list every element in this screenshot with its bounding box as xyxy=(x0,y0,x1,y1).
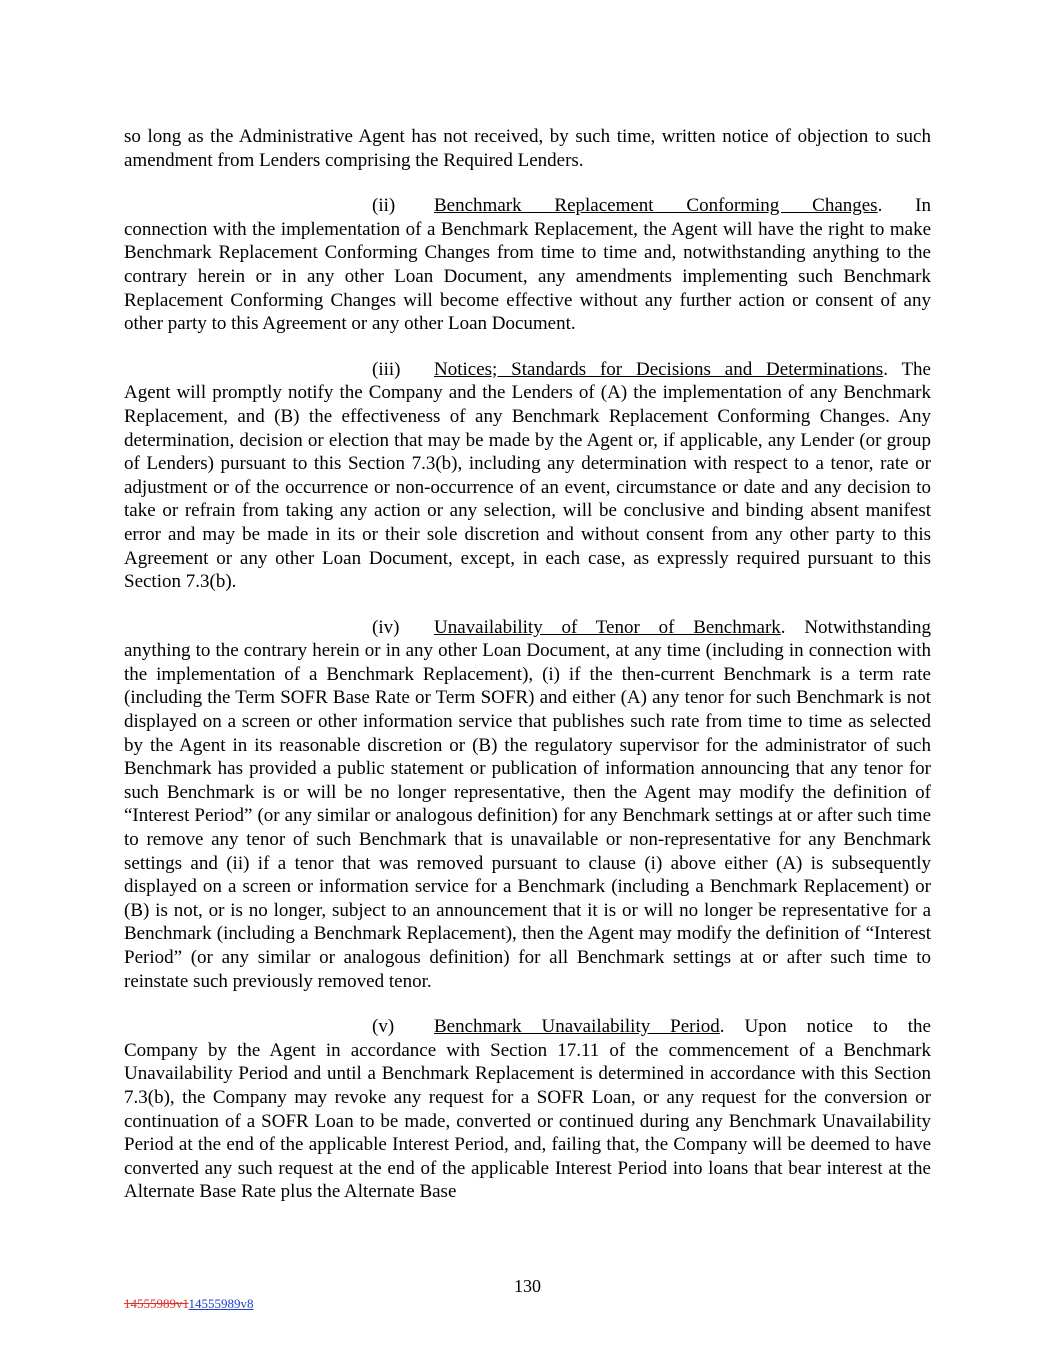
document-id xyxy=(124,1296,254,1312)
clause-heading-tail: . In xyxy=(877,195,932,217)
document-id-old: 14555989v1 xyxy=(124,1296,189,1311)
clause-heading-tail: . Upon notice to the xyxy=(719,1016,931,1038)
page-number: 130 xyxy=(514,1276,541,1296)
clause-heading-line xyxy=(434,616,931,640)
clause-number: (ii) xyxy=(372,195,396,217)
document-id-new: 14555989v8 xyxy=(188,1296,254,1311)
clause-heading: Benchmark Replacement Conforming Changes xyxy=(434,195,878,217)
clause-heading: Notices; Standards for Decisions and Determinations xyxy=(434,358,884,380)
paragraph-iii xyxy=(124,358,931,594)
paragraph-ii xyxy=(124,194,931,336)
clause-number: (iv) xyxy=(372,616,400,638)
clause-heading-tail: . Notwithstanding xyxy=(780,616,932,638)
paragraph-iii-first-line xyxy=(372,358,931,382)
clause-number: (v) xyxy=(372,1016,395,1038)
paragraph-ii-first-line xyxy=(372,194,931,218)
paragraph-iv-first-line xyxy=(372,616,931,640)
paragraph-body: connection with the implementation of a Benchmark Replacement, the Agent will have the right to make Benchmark Replacement Conforming Changes from time to time and, notwithstanding anything to the contrary herein or in any other Loan Document, any amendments implementing such Benchmark Replacement Conforming Changes will become effective without any further action or consent of any other party to this Agreement or any other Loan Document. xyxy=(124,218,931,335)
document-page xyxy=(124,125,931,1204)
paragraph-body: Agent will promptly notify the Company and the Lenders of (A) the implementation of any Benchmark Replacement, and (B) the effectiveness of any Benchmark Replacement Conforming Changes. Any determination, decision or election that may be made by the Agent or, if applicable, any Lender (or group of Lenders) pursuant to this Section 7.3(b), including any determination with respect to a tenor, rate or adjustment or of the occurrence or non-occurrence of an event, circumstance or date and any decision to take or refrain from taking any action or any selection, will be conclusive and binding absent manifest error and may be made in its or their sole discretion and without consent from any other party to this Agreement or any other Loan Document, except, in each case, as expressly required pursuant to this Section 7.3(b). xyxy=(124,382,931,593)
clause-heading-line xyxy=(434,194,931,218)
paragraph-body: anything to the contrary herein or in any other Loan Document, at any time (including in connection with the implementation of a Benchmark Replacement), (i) if the then-current Benchmark is a term rate (including the Term SOFR Base Rate or Term SOFR) and either (A) any tenor for such Benchmark is not displayed on a screen or other information service that publishes such rate from time to time as selected by the Agent in its reasonable discretion or (B) the regulatory supervisor for the administrator of such Benchmark has provided a public statement or publication of information announcing that any tenor for such Benchmark is or will be no longer representative, then the Agent may modify the definition of “Interest Period” (or any similar or analogous definition) for any Benchmark settings at or after such time to remove any tenor of such Benchmark that is unavailable or non-representative for any Benchmark settings and (ii) if a tenor that was removed pursuant to clause (i) above either (A) is subsequently displayed on a screen or information service for a Benchmark (including a Benchmark Replacement) or (B) is not, or is no longer, subject to an announcement that it is or will no longer be representative for a Benchmark (including a Benchmark Replacement), then the Agent may modify the definition of “Interest Period” (or any similar or analogous definition) for all Benchmark settings at or after such time to reinstate such previously removed tenor. xyxy=(124,640,931,992)
clause-heading: Benchmark Unavailability Period xyxy=(434,1016,720,1038)
clause-heading: Unavailability of Tenor of Benchmark xyxy=(434,616,781,638)
clause-heading-line xyxy=(434,1015,931,1039)
clause-number: (iii) xyxy=(372,358,401,380)
paragraph-v-first-line xyxy=(372,1015,931,1039)
paragraph-continuation: so long as the Administrative Agent has not received, by such time, written notice of objection to such amendment from Lenders comprising the Required Lenders. xyxy=(124,126,931,171)
clause-heading-tail: . The xyxy=(883,358,931,380)
paragraph-body: Company by the Agent in accordance with Section 17.11 of the commencement of a Benchmark Unavailability Period and until a Benchmark Replacement is determined in accordance with this Section 7.3(b), the Company may revoke any request for a SOFR Loan, or any request for the conversion or continuation of a SOFR Loan to be made, converted or continued during any Benchmark Unavailability Period at the end of the applicable Interest Period, and, failing that, the Company will be deemed to have converted any such request at the end of the applicable Interest Period into loans that bear interest at the Alternate Base Rate plus the Alternate Base xyxy=(124,1039,931,1203)
paragraph-v xyxy=(124,1015,931,1204)
clause-heading-line xyxy=(434,358,931,382)
paragraph-iv xyxy=(124,616,931,994)
